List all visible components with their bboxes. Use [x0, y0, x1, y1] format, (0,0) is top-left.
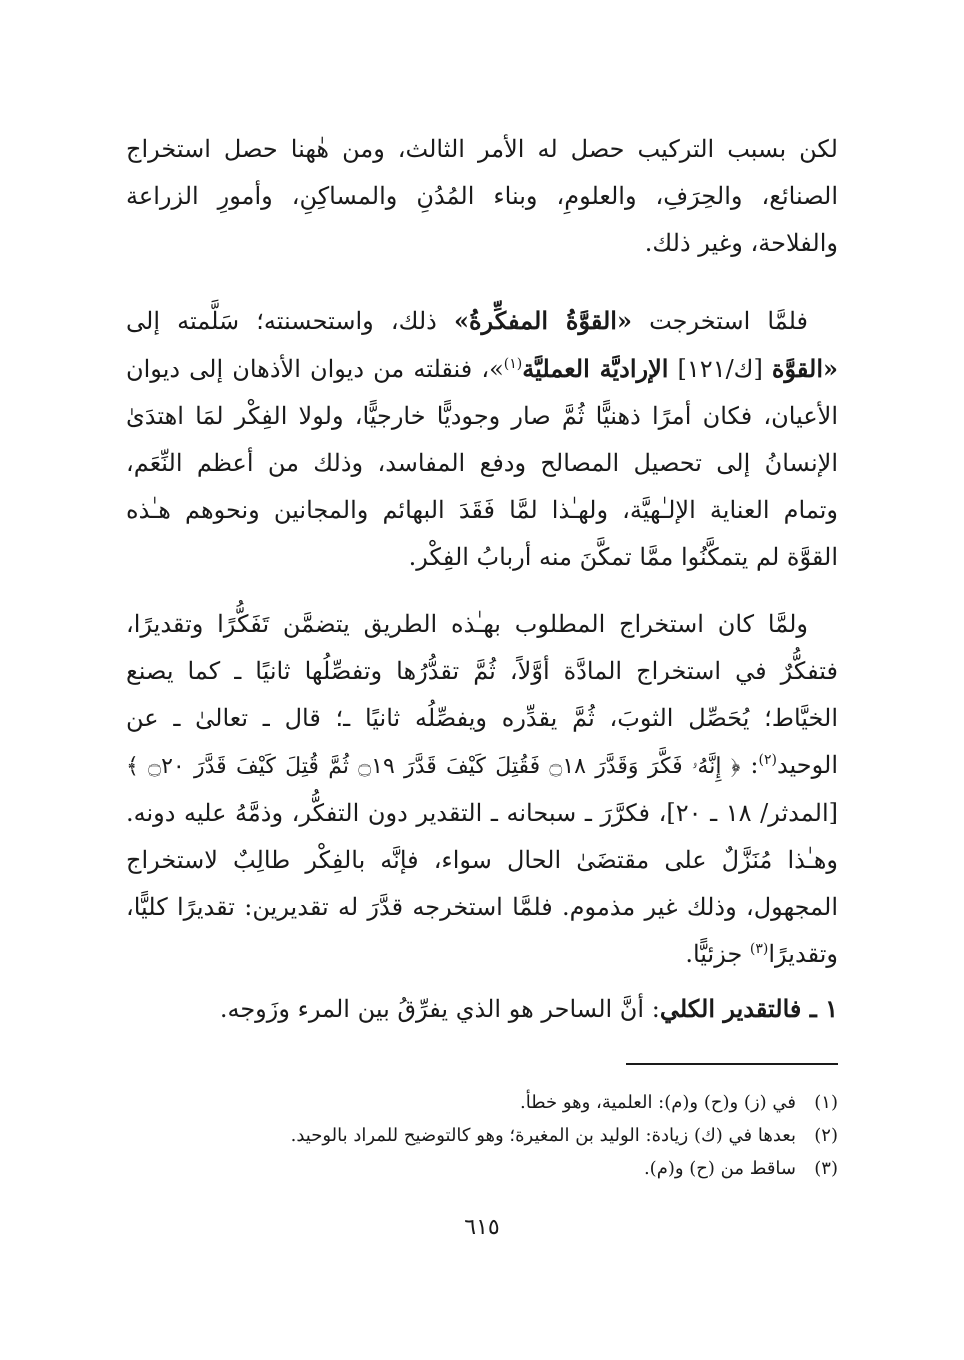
footnote-text: ساقط من (ح) و(م). — [643, 1158, 796, 1179]
footnote-text: بعدها في (ك) زيادة: الوليد بن المغيرة؛ وهو كالتوضيح للمراد بالوحيد. — [290, 1125, 796, 1146]
paragraph-2-part2: ذلك، واستحسنته؛ سَلَّمته إلى — [126, 307, 454, 335]
paragraph-2 — [126, 297, 838, 581]
term-faculty-open: «القوَّة — [771, 354, 838, 383]
paragraph-3 — [126, 601, 838, 978]
footnote-ref-3[interactable]: (٣) — [749, 941, 769, 957]
footnote-ref-2[interactable]: (٢) — [758, 752, 777, 768]
quran-verse: ﴿ إِنَّهُۥ فَكَّرَ وَقَدَّرَ ۝١٨ فَقُتِلَ كَيْفَ قَدَّرَ ۝١٩ ثُمَّ قُتِلَ كَيْفَ قَدَّرَ ۝٢٠ ﴾ — [126, 754, 741, 779]
paragraph-3-part2: : — [740, 751, 759, 779]
paragraph-1-text: لكن بسبب التركيب حصل له الأمر الثالث، ومن هٰهنا حصل استخراج الصنائع، والحِرَفِ، والعلومِ، وبناء المُدُنِ والمساكِنِ، وأمورِ الزراعة والفلاحة، وغير ذلك. — [126, 135, 838, 257]
page-number: ٦١٥ — [464, 1215, 500, 1240]
term-volitional-practical: الإراديَّة العمليَّة — [522, 354, 669, 383]
term-general-decree: فالتقدير الكلي — [659, 994, 802, 1023]
paragraph-1 — [126, 126, 838, 267]
footnote-text: في (ز) و(ح) و(م): العلمية، وهو خطأ. — [520, 1092, 796, 1113]
paragraph-2-part1: فلمَّا استخرجت — [631, 307, 808, 335]
footnote-number: (٣) — [814, 1158, 838, 1179]
term-thinking-faculty: «القوَّةُ المفكِّرةُ» — [453, 306, 632, 335]
manuscript-reference: [ك/١٢١] — [668, 355, 772, 383]
paragraph-4-text: : أنَّ الساحر هو الذي يفرِّقُ بين المرء وزَوجه. — [219, 995, 660, 1023]
paragraph-2-part3: »، فنقلته من ديوان الأذهان إلى ديوان الأعيان، فكان أمرًا ذهنيًّا ثُمَّ صار وجوديًّا خارجيًّا، ولولا الفِكْر لمَا اهتدَىٰ الإنسانُ إلى تحصيل المصالح ودفع المفاسد، وذلك من أعظم النِّعَم، وتمام العناية الإلـٰهيَّة، ولهـٰذا لمَّا فَقَدَ البهائم والمجانين ونحوهم هـٰذه القوَّة لم يتمكَّنُوا ممَّا تمكَّنَ منه أربابُ الفِكْر. — [126, 355, 839, 571]
list-number: ١ ـ — [801, 994, 838, 1023]
footnote-separator — [626, 1063, 838, 1065]
footnotes — [126, 1086, 838, 1185]
paragraph-3-part4: جزئيًّا. — [685, 940, 750, 968]
footnote-ref-1[interactable]: (١) — [503, 356, 523, 372]
footnote-number: (١) — [814, 1092, 838, 1113]
paragraph-4 — [126, 985, 838, 1033]
footnote-number: (٢) — [814, 1125, 838, 1146]
footnote-item — [126, 1086, 838, 1119]
paragraph-3-part3: [المدثر/ ١٨ ـ ٢٠]، فكرَّرَ ـ سبحانه ـ التقدير دون التفكُّر، وذمَّهُ عليه دونه. وهـٰذا مُنَزَّلٌ على مقتضَىٰ الحال سواء، فإنَّه بالفِكْر طالِبٌ لاستخراج المجهول، وذلك غير مذموم. فلمَّا استخرجه قدَّرَ له تقديرين: تقديرًا كليًّا، وتقديرًا — [126, 799, 838, 968]
footnote-item — [126, 1152, 838, 1185]
paragraph-3-part1: ولمَّا كان استخراج المطلوب بهـٰذه الطريق يتضمَّن تَفَكُّرًا وتقديرًا، فتفكُّرٌ في استخراج المادَّة أوَّلاً، ثُمَّ تقدُّرُها وتفصِّلُها ثانيًا ـ كما يصنع الخيَّاط؛ يُحَصِّل الثوبَ، ثُمَّ يقدِّره ويفصِّلُه ثانيًا ـ؛ قال ـ تعالىٰ ـ عن الوحيد — [126, 610, 838, 779]
footnote-item — [126, 1119, 838, 1152]
